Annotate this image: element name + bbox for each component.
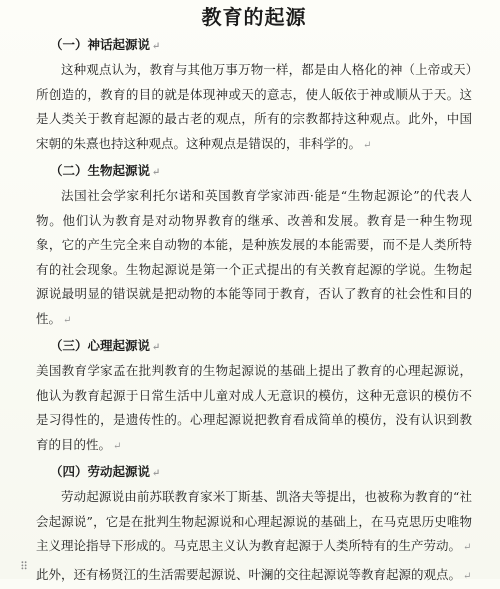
paragraph-mark-icon: ↵ (463, 571, 471, 582)
paragraph-mark-icon: ↵ (63, 315, 71, 326)
paragraph-mark-icon: ↵ (152, 468, 160, 479)
section-heading-biology: （二）生物起源说 ↵ (36, 160, 472, 184)
section-heading-psychology: （三）心理起源说 ↵ (36, 335, 472, 359)
section-paragraph-biology: 法国社会学家利托尔诺和英国教育学家沛西·能是“生物起源论”的代表人物。他们认为教育是对动物界教育的继承、改善和发展。教育是一种生物现象，它的产生完全来自动物的本能，是种族发展的本能需要，而不是人类所特有的社会现象。生物起源说是第一个正式提出的有关教育起源的学说。生物起源说最明显的错误就是把动物的本能等同于教育，否认了教育的社会性和目的性。 ↵ (36, 184, 472, 333)
section-paragraph-psychology: 美国教育学家孟在批判教育的生物起源说的基础上提出了教育的心理起源说，他认为教育起源于日常生活中儿童对成人无意识的模仿，这种无意识的模仿不是习得性的，是遗传性的。心理起源说把教育看成简单的模仿，没有认识到教育的目的性。 ↵ (36, 359, 472, 459)
section-paragraph-myth: 这种观点认为，教育与其他万事万物一样，都是由人格化的神（上帝或天）所创造的，教育的目的就是体现神或天的意志，使人皈依于神或顺从于天。这是人类关于教育起源的最古老的观点，所有的宗教都持这种观点。此外，中国宋朝的朱熹也持这种观点。这种观点是错误的，非科学的。 ↵ (36, 58, 472, 158)
paragraph-mark-icon: ↵ (152, 342, 160, 353)
paragraph-mark-icon: ↵ (152, 167, 160, 178)
section-heading-labor: （四）劳动起源说 ↵ (36, 461, 472, 485)
drag-handle-icon[interactable]: ⠿ (20, 560, 28, 574)
section-paragraph-other: 此外，还有杨贤江的生活需要起源说、叶澜的交往起源说等教育起源的观点。 ↵ (36, 563, 472, 589)
paragraph-mark-icon: ↵ (463, 542, 471, 553)
section-heading-myth: （一）神话起源说 ↵ (36, 34, 472, 58)
paragraph-mark-icon: ↵ (363, 140, 371, 151)
page-title: 教育的起源 (36, 2, 472, 32)
section-paragraph-labor: 劳动起源说由前苏联教育家米丁斯基、凯洛夫等提出，也被称为教育的“社会起源说”，它是在批判生物起源说和心理起源说的基础上，在马克思历史唯物主义理论指导下形成的。马克思主义认为教育起源于人类所特有的生产劳动。 ↵ (36, 485, 472, 561)
paragraph-mark-icon: ↵ (152, 41, 160, 52)
paragraph-mark-icon: ↵ (113, 441, 121, 452)
